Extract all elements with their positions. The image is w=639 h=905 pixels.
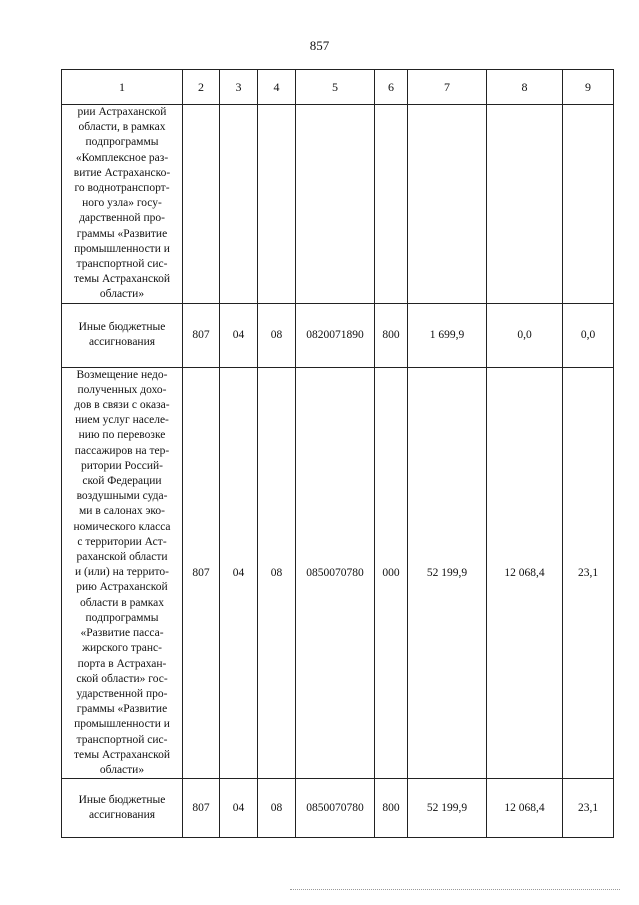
cell-plan: 1 699,9 (408, 303, 487, 367)
header-cell: 4 (258, 70, 296, 105)
cell-target-article (296, 105, 375, 304)
description-line: полученных дохо- (77, 383, 167, 396)
description-line: промышленности и (74, 718, 170, 731)
cell-section: 04 (220, 303, 258, 367)
description-line: Иные бюджетные (78, 320, 166, 333)
description-line: промышленности и (74, 242, 170, 255)
description-line: ного узла» госу- (82, 197, 162, 210)
cell-subsection: 08 (258, 303, 296, 367)
header-cell: 9 (563, 70, 614, 105)
header-cell: 5 (296, 70, 375, 105)
row-description (62, 303, 183, 367)
description-line: «Комплексное раз- (75, 151, 169, 164)
cell-subsection: 08 (258, 779, 296, 838)
cell-expense-type: 000 (375, 367, 408, 778)
description-line: нию по перевозке (78, 429, 166, 442)
cell-admin (183, 105, 220, 304)
description-line: дов в связи с оказа- (74, 399, 170, 412)
cell-admin: 807 (183, 367, 220, 778)
cell-percent: 23,1 (563, 367, 614, 778)
description-line: жирского транс- (82, 642, 162, 655)
description-line: области, в рамках (78, 121, 166, 134)
table-row (62, 105, 614, 304)
description-line: дарственной про- (79, 212, 165, 225)
cell-expense-type (375, 105, 408, 304)
description-line: ми в салонах эко- (79, 505, 165, 518)
table-row (62, 303, 614, 367)
description-line: подпрограммы (85, 136, 159, 149)
header-cell: 1 (62, 70, 183, 105)
description-line: ской Федерации (82, 475, 162, 488)
description-line: Возмещение недо- (76, 368, 168, 381)
row-description (62, 367, 183, 778)
cell-target-article: 0820071890 (296, 303, 375, 367)
description-line: транспортной сис- (76, 258, 168, 271)
description-line: граммы «Развитие (76, 703, 168, 716)
cell-subsection (258, 105, 296, 304)
description-line: ской области» гос- (76, 672, 168, 685)
description-line: порта в Астрахан- (77, 657, 167, 670)
cell-section: 04 (220, 779, 258, 838)
description-line: темы Астраханской (73, 273, 171, 286)
cell-actual (487, 105, 563, 304)
cell-section: 04 (220, 367, 258, 778)
cell-percent: 0,0 (563, 303, 614, 367)
description-line: граммы «Развитие (76, 227, 168, 240)
header-cell: 7 (408, 70, 487, 105)
cell-plan: 52 199,9 (408, 779, 487, 838)
header-cell: 8 (487, 70, 563, 105)
footer-scan-line (290, 889, 620, 890)
cell-subsection: 08 (258, 367, 296, 778)
description-line: нием услуг населе- (75, 414, 169, 427)
description-line: подпрограммы (85, 611, 159, 624)
description-line: Иные бюджетные (78, 793, 166, 806)
cell-actual: 12 068,4 (487, 779, 563, 838)
row-description (62, 779, 183, 838)
description-line: номического класса (73, 520, 171, 533)
description-line: рию Астраханской (76, 581, 168, 594)
description-line: с территории Аст- (77, 535, 167, 548)
cell-plan (408, 105, 487, 304)
header-cell: 2 (183, 70, 220, 105)
page-number: 857 (309, 38, 330, 53)
description-line: темы Астраханской (73, 748, 171, 761)
cell-percent: 23,1 (563, 779, 614, 838)
cell-actual: 12 068,4 (487, 367, 563, 778)
cell-section (220, 105, 258, 304)
table-header-row (62, 70, 614, 105)
description-line: транспортной сис- (76, 733, 168, 746)
description-line: ударственной про- (76, 687, 168, 700)
table-row (62, 779, 614, 838)
header-cell: 6 (375, 70, 408, 105)
cell-admin: 807 (183, 779, 220, 838)
description-line: ассигнования (88, 336, 156, 349)
budget-table (61, 69, 614, 838)
description-line: области в рамках (79, 596, 165, 609)
description-line: области» (99, 288, 145, 301)
description-line: ритории Россий- (81, 459, 163, 472)
cell-plan: 52 199,9 (408, 367, 487, 778)
cell-target-article: 0850070780 (296, 367, 375, 778)
description-line: го воднотранспорт- (74, 182, 170, 195)
description-line: витие Астраханско- (73, 166, 171, 179)
description-line: воздушными суда- (76, 490, 168, 503)
description-line: области» (99, 763, 145, 776)
description-line: пассажиров на тер- (74, 444, 170, 457)
description-line: рии Астраханской (77, 106, 167, 118)
description-line: «Развитие пасса- (80, 627, 164, 640)
cell-actual: 0,0 (487, 303, 563, 367)
cell-expense-type: 800 (375, 303, 408, 367)
description-line: и (или) на террито- (75, 566, 169, 579)
cell-expense-type: 800 (375, 779, 408, 838)
description-line: ассигнования (88, 809, 156, 822)
table-row (62, 367, 614, 778)
header-cell: 3 (220, 70, 258, 105)
row-description (62, 105, 183, 304)
cell-target-article: 0850070780 (296, 779, 375, 838)
cell-admin: 807 (183, 303, 220, 367)
cell-percent (563, 105, 614, 304)
description-line: раханской области (76, 551, 168, 564)
